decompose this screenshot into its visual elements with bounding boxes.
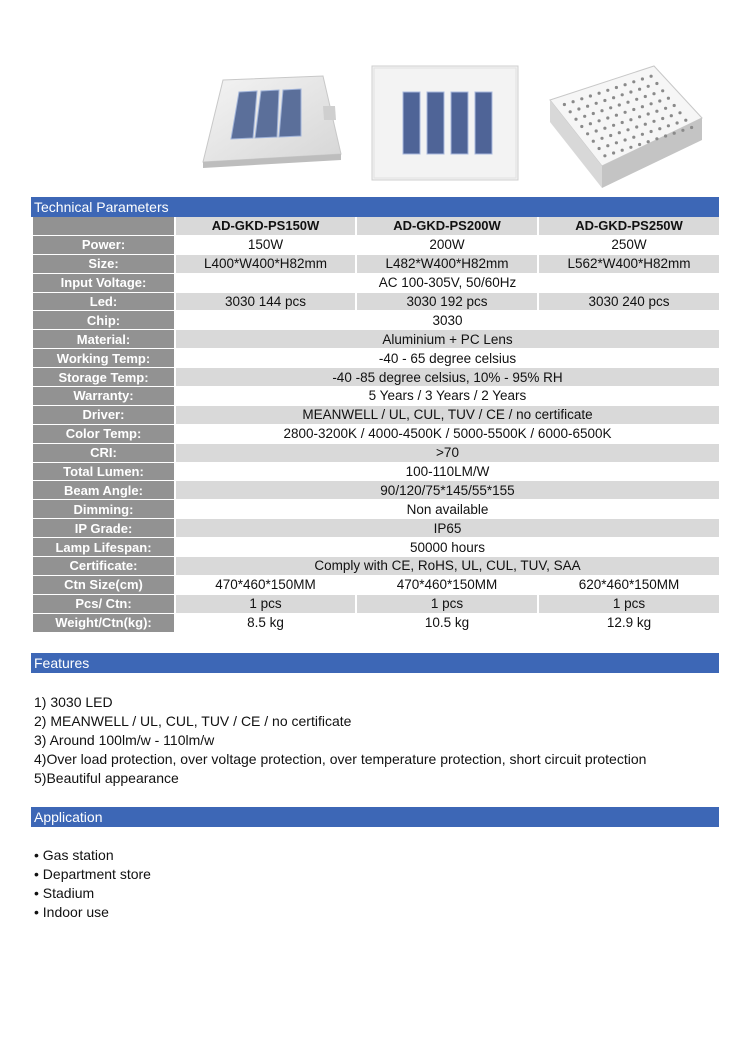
vent-hole [681, 129, 684, 132]
table-row [33, 236, 719, 254]
vent-hole [635, 125, 638, 128]
application-list [34, 846, 151, 922]
product-photo-top [370, 62, 520, 184]
table-row [33, 330, 719, 348]
table-row [33, 274, 719, 292]
row-label: Driver: [33, 406, 174, 424]
vent-hole [615, 86, 618, 89]
table-cell: -40 - 65 degree celsius [176, 349, 719, 367]
table-cell: -40 -85 degree celsius, 10% - 95% RH [176, 368, 719, 386]
list-item: 3) Around 100lm/w - 110lm/w [34, 732, 215, 748]
vent-hole [658, 99, 661, 102]
vent-hole [638, 143, 641, 146]
vent-hole [652, 120, 655, 123]
vent-hole [618, 131, 621, 134]
row-label: IP Grade: [33, 519, 174, 537]
vent-hole [595, 102, 598, 105]
vent-hole [595, 129, 598, 132]
vent-hole [621, 149, 624, 152]
table-row [33, 387, 719, 405]
vent-hole [580, 97, 583, 100]
table-row [33, 614, 719, 632]
list-item: • Indoor use [34, 904, 109, 920]
table-row [33, 293, 719, 311]
vent-hole [650, 102, 653, 105]
vent-hole [655, 137, 658, 140]
vent-hole [574, 118, 577, 121]
vent-hole [676, 121, 679, 124]
table-row [33, 463, 719, 481]
row-label: Ctn Size(cm) [33, 576, 174, 594]
vent-hole [624, 138, 627, 141]
table-cell: 200W [357, 236, 537, 254]
features-header [31, 653, 719, 673]
table-cell: 100-110LM/W [176, 463, 719, 481]
vent-hole [612, 151, 615, 154]
table-cell: 2800-3200K / 4000-4500K / 5000-5500K / 6000-6500K [176, 425, 719, 443]
vent-hole [647, 112, 650, 115]
vent-hole [673, 132, 676, 135]
vent-hole [644, 95, 647, 98]
vent-hole [572, 100, 575, 103]
vent-hole [661, 117, 664, 120]
table-cell: Non available [176, 500, 719, 518]
vent-hole [589, 122, 592, 125]
table-cell: MEANWELL / UL, CUL, TUV / CE / no certificate [176, 406, 719, 424]
model-header-cell: AD-GKD-PS200W [357, 217, 537, 235]
table-cell: 1 pcs [176, 595, 355, 613]
row-label: Chip: [33, 311, 174, 329]
table-cell: Aluminium + PC Lens [176, 330, 719, 348]
vent-hole [650, 75, 653, 78]
table-cell: 620*460*150MM [539, 576, 719, 594]
vent-hole [606, 116, 609, 119]
vent-hole [655, 82, 658, 85]
row-label: Total Lumen: [33, 463, 174, 481]
table-row [33, 519, 719, 537]
table-row [33, 255, 719, 273]
table-cell: 1 pcs [357, 595, 537, 613]
technical-parameters-title: Technical Parameters [34, 199, 169, 215]
vent-hole [626, 101, 629, 104]
table-cell: 150W [176, 236, 355, 254]
table-row [33, 444, 719, 462]
vent-hole [647, 140, 650, 143]
row-label: Color Temp: [33, 425, 174, 443]
vent-hole [629, 118, 632, 121]
table-cell: 250W [539, 236, 719, 254]
vent-hole [615, 141, 618, 144]
list-item: 2) MEANWELL / UL, CUL, TUV / CE / no certificate [34, 713, 352, 729]
vent-hole [678, 111, 681, 114]
row-label: Warranty: [33, 387, 174, 405]
vent-hole [615, 114, 618, 117]
table-cell: 10.5 kg [357, 614, 537, 632]
row-label: Storage Temp: [33, 368, 174, 386]
row-label: Pcs/ Ctn: [33, 595, 174, 613]
list-item: • Department store [34, 866, 151, 882]
vent-hole [569, 110, 572, 113]
list-item: • Gas station [34, 847, 114, 863]
table-cell: L400*W400*H82mm [176, 255, 355, 273]
vent-hole [600, 109, 603, 112]
table-cell: 3030 192 pcs [357, 293, 537, 311]
table-row [33, 500, 719, 518]
vent-hole [626, 128, 629, 131]
vent-hole [586, 132, 589, 135]
table-cell: 12.9 kg [539, 614, 719, 632]
vent-hole [580, 125, 583, 128]
vent-hole [603, 154, 606, 157]
row-label: CRI: [33, 444, 174, 462]
vent-hole [664, 107, 667, 110]
row-label: Input Voltage: [33, 274, 174, 292]
vent-hole [629, 90, 632, 93]
vent-hole [609, 134, 612, 137]
vent-hole [632, 108, 635, 111]
vent-hole [667, 124, 670, 127]
list-item: 5)Beautiful appearance [34, 770, 179, 786]
vent-hole [618, 103, 621, 106]
vent-hole [603, 127, 606, 130]
vent-hole [586, 105, 589, 108]
vent-hole [638, 115, 641, 118]
vent-hole [583, 115, 586, 118]
vent-hole [624, 111, 627, 114]
vent-hole [664, 134, 667, 137]
table-cell: 8.5 kg [176, 614, 355, 632]
table-cell: IP65 [176, 519, 719, 537]
spec-table [31, 216, 721, 633]
table-cell: 3030 240 pcs [539, 293, 719, 311]
table-cell: 1 pcs [539, 595, 719, 613]
vent-hole [641, 105, 644, 108]
table-row [33, 595, 719, 613]
table-row [33, 538, 719, 556]
table-cell: L482*W400*H82mm [357, 255, 537, 273]
vent-hole [592, 140, 595, 143]
table-cell: 470*460*150MM [357, 576, 537, 594]
vent-hole [644, 123, 647, 126]
vent-hole [638, 88, 641, 91]
row-label: Dimming: [33, 500, 174, 518]
vent-hole [652, 92, 655, 95]
vent-hole [661, 89, 664, 92]
row-label: Led: [33, 293, 174, 311]
table-row [33, 311, 719, 329]
vent-hole [606, 89, 609, 92]
product-photo-front [195, 62, 345, 180]
table-row [33, 406, 719, 424]
row-label: Size: [33, 255, 174, 273]
table-cell: 3030 144 pcs [176, 293, 355, 311]
row-label: Power: [33, 236, 174, 254]
model-header-cell: AD-GKD-PS250W [539, 217, 719, 235]
table-row [33, 481, 719, 499]
table-cell: >70 [176, 444, 719, 462]
vent-hole [635, 98, 638, 101]
list-item: 1) 3030 LED [34, 694, 113, 710]
table-header-row [33, 217, 719, 235]
model-header-cell: AD-GKD-PS150W [176, 217, 355, 235]
vent-hole [647, 85, 650, 88]
table-cell: L562*W400*H82mm [539, 255, 719, 273]
vent-hole [655, 110, 658, 113]
row-label: Weight/Ctn(kg): [33, 614, 174, 632]
vent-hole [589, 94, 592, 97]
vent-hole [621, 121, 624, 124]
vent-hole [612, 96, 615, 99]
vent-hole [667, 97, 670, 100]
row-label: Material: [33, 330, 174, 348]
row-label: Beam Angle: [33, 481, 174, 499]
table-row [33, 368, 719, 386]
table-row [33, 425, 719, 443]
vent-hole [624, 83, 627, 86]
vent-hole [609, 106, 612, 109]
vent-hole [673, 104, 676, 107]
vent-hole [670, 114, 673, 117]
vent-hole [641, 77, 644, 80]
vent-hole [650, 130, 653, 133]
technical-parameters-header [31, 197, 719, 217]
header-corner-cell [33, 217, 174, 235]
table-cell: 5 Years / 3 Years / 2 Years [176, 387, 719, 405]
table-cell: 50000 hours [176, 538, 719, 556]
row-label: Lamp Lifespan: [33, 538, 174, 556]
table-row [33, 349, 719, 367]
row-label: Working Temp: [33, 349, 174, 367]
features-title: Features [34, 655, 90, 671]
vent-hole [600, 137, 603, 140]
vent-hole [563, 103, 566, 106]
list-item: • Stadium [34, 885, 95, 901]
table-cell: 90/120/75*145/55*155 [176, 481, 719, 499]
vent-hole [632, 136, 635, 139]
vent-hole [621, 93, 624, 96]
application-title: Application [34, 809, 103, 825]
vent-hole [606, 144, 609, 147]
vent-hole [632, 80, 635, 83]
vent-hole [598, 92, 601, 95]
product-photo-back [546, 62, 706, 192]
row-label: Certificate: [33, 557, 174, 575]
features-list [34, 693, 646, 788]
vent-hole [629, 146, 632, 149]
vent-hole [577, 107, 580, 110]
application-header [31, 807, 719, 827]
table-row [33, 576, 719, 594]
vent-hole [658, 127, 661, 130]
vent-hole [641, 133, 644, 136]
table-cell: 3030 [176, 311, 719, 329]
list-item: 4)Over load protection, over voltage protection, over temperature protection, short circuit protection [34, 751, 647, 767]
table-cell: 470*460*150MM [176, 576, 355, 594]
table-cell: Comply with CE, RoHS, UL, CUL, TUV, SAA [176, 557, 719, 575]
table-row [33, 557, 719, 575]
vent-hole [684, 119, 687, 122]
vent-hole [690, 126, 693, 129]
vent-hole [598, 119, 601, 122]
vent-hole [592, 112, 595, 115]
vent-hole [612, 124, 615, 127]
table-cell: AC 100-305V, 50/60Hz [176, 274, 719, 292]
vent-hole [598, 147, 601, 150]
vent-hole [603, 99, 606, 102]
